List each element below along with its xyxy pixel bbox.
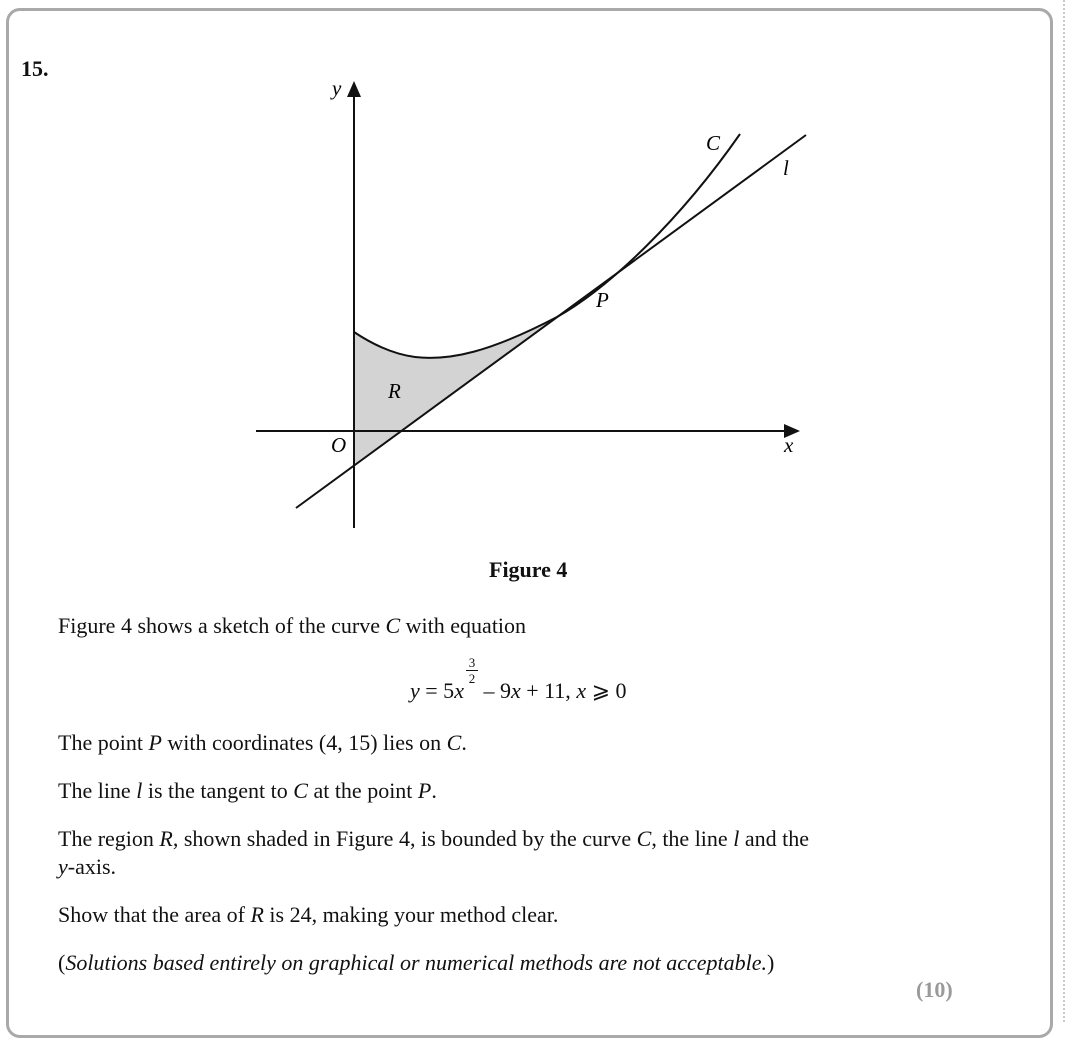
p2-text-c: at the point <box>307 778 418 803</box>
p3-text-e: -axis. <box>67 854 117 879</box>
p3-curve-var: C <box>636 826 652 851</box>
figure-caption: Figure 4 <box>489 557 568 582</box>
tangent-paragraph <box>58 777 437 805</box>
p1-point-var: P <box>148 730 162 755</box>
y-axis-arrow <box>347 81 361 97</box>
y-axis-label: y <box>332 76 342 100</box>
exponent-numerator: 3 <box>468 655 476 670</box>
note-italic-text: Solutions based entirely on graphical or numerical methods are not acceptable. <box>65 950 767 975</box>
p2-point-var: P <box>417 778 432 803</box>
x-axis-label: x <box>784 433 794 457</box>
eq-x-2: x <box>510 678 521 703</box>
p2-text-b: is the tangent to <box>142 778 294 803</box>
intro-text-start: Figure 4 shows a sketch of the curve <box>58 613 386 638</box>
exponent-denominator: 2 <box>468 671 476 686</box>
task-paragraph <box>58 901 558 929</box>
question-number: 15. <box>21 56 49 81</box>
p4-text-a: Show that the area of <box>58 902 251 927</box>
method-note <box>58 949 774 977</box>
eq-domain: ⩾ 0 <box>586 678 627 703</box>
note-close-paren: ) <box>766 950 775 975</box>
p4-text-b: is 24, making your method clear. <box>263 902 559 927</box>
intro-text-end: with equation <box>400 613 527 638</box>
intro-curve-var: C <box>385 613 401 638</box>
p1-text-a: The point <box>58 730 149 755</box>
eq-equals-coef: = 5 <box>419 678 455 703</box>
p3-y-var: y <box>58 854 68 879</box>
p3-text-d: and the <box>739 826 809 851</box>
eq-exponent-fraction <box>466 656 478 685</box>
tangent-line-l <box>296 135 806 508</box>
marks-label: (10) <box>916 977 953 1002</box>
eq-term-3: + 11, <box>520 678 577 703</box>
p3-text-b: , shown shaded in Figure 4, is bounded by the curve <box>172 826 637 851</box>
p3-text-a: The region <box>58 826 160 851</box>
intro-paragraph <box>58 612 526 640</box>
p2-text-a: The line <box>58 778 137 803</box>
p3-line-var: l <box>733 826 740 851</box>
line-l-label: l <box>783 156 789 180</box>
p3-region-var: R <box>159 826 173 851</box>
p2-text-d: . <box>431 778 437 803</box>
p2-line-var: l <box>136 778 143 803</box>
eq-x-3: x <box>576 678 587 703</box>
p1-text-b: with coordinates (4, 15) lies on <box>161 730 447 755</box>
p3-text-c: , the line <box>651 826 734 851</box>
eq-term-2: – 9 <box>477 678 511 703</box>
curve-c-label: C <box>706 131 721 155</box>
curve-equation <box>410 655 627 704</box>
origin-label: O <box>331 433 347 457</box>
point-p-label: P <box>596 288 609 312</box>
note-open-paren: ( <box>58 950 66 975</box>
p2-curve-var: C <box>293 778 308 803</box>
p4-region-var: R <box>250 902 264 927</box>
point-p-paragraph <box>58 729 467 757</box>
eq-x: x <box>454 678 464 703</box>
region-paragraph <box>58 825 809 881</box>
p1-text-c: . <box>461 730 467 755</box>
region-r-label: R <box>388 379 401 403</box>
p1-curve-var: C <box>446 730 462 755</box>
eq-y: y <box>410 678 420 703</box>
